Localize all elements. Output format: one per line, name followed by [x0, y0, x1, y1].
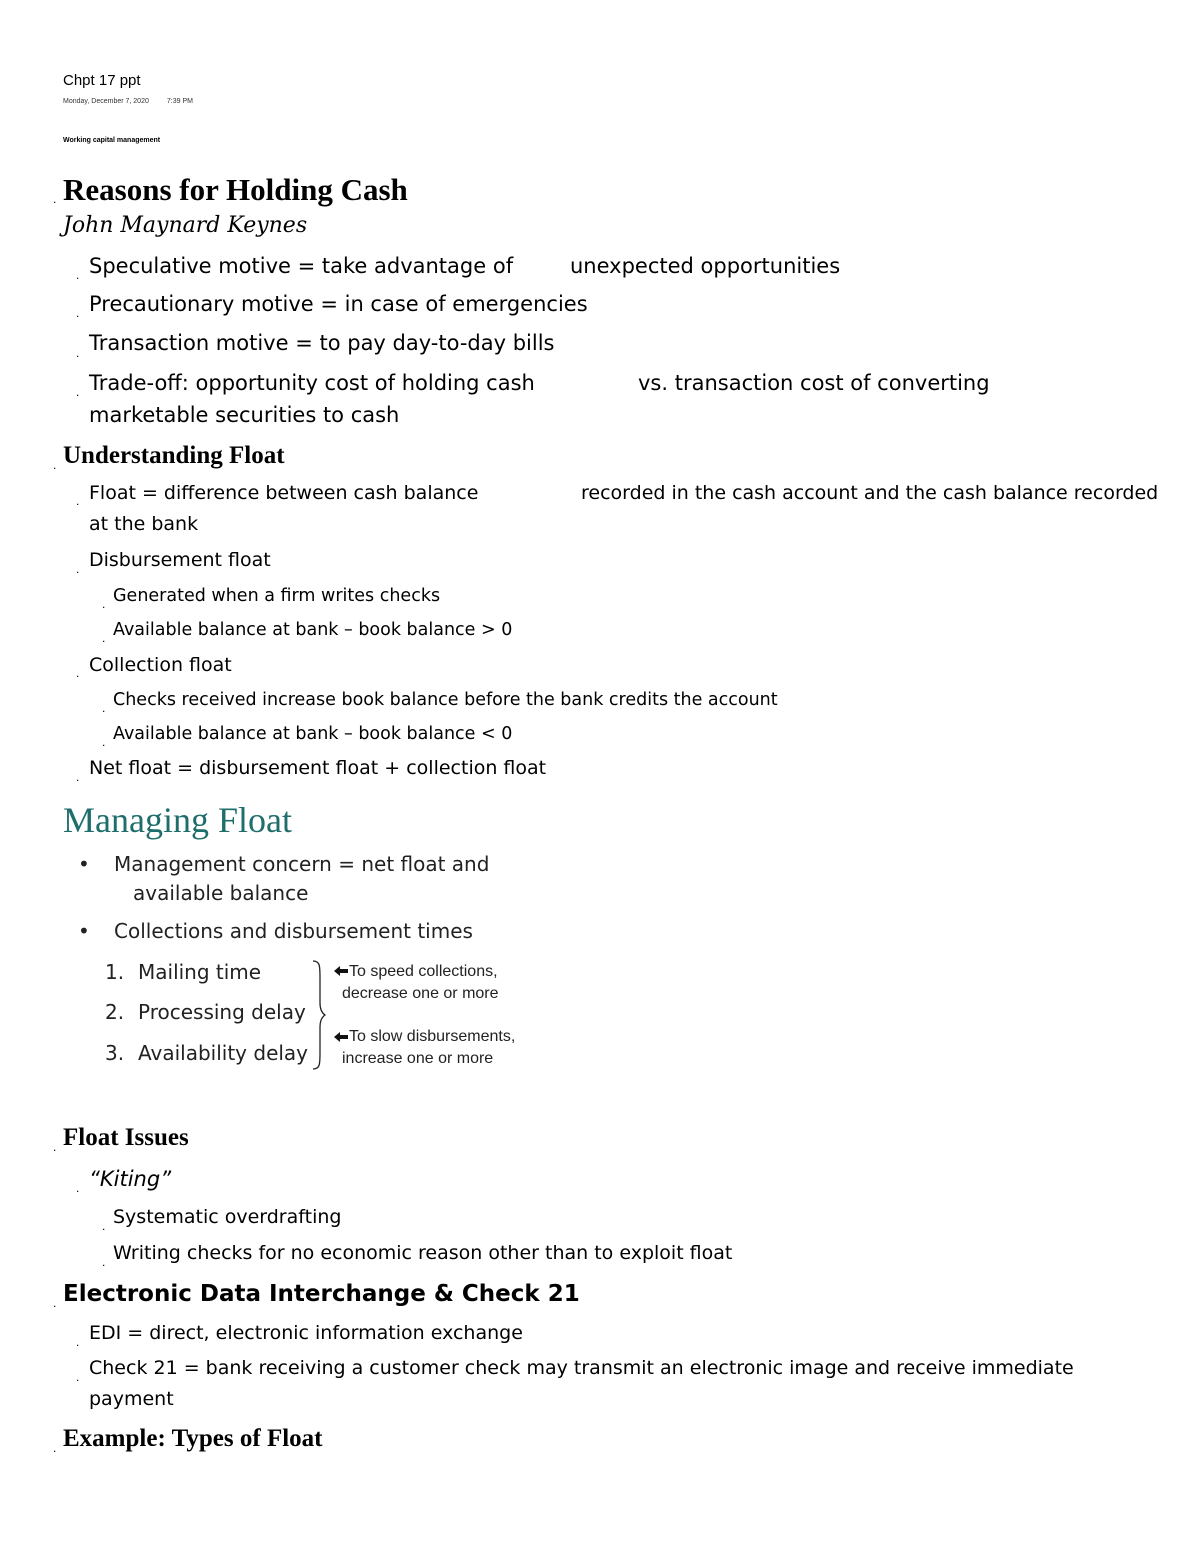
- bullet-dot: .: [53, 1140, 57, 1154]
- left-arrow-icon: [333, 964, 349, 982]
- reasons-item-speculative-b: unexpected opportunities: [570, 254, 841, 278]
- heading-reasons: Reasons for Holding Cash: [63, 172, 408, 207]
- bullet-dot: .: [76, 666, 80, 680]
- bullet-dot: .: [53, 1296, 57, 1310]
- page-subtitle: Working capital management: [63, 137, 161, 144]
- bullet-dot: .: [53, 1441, 57, 1455]
- list-number: 1.: [105, 960, 125, 984]
- page-date: Monday, December 7, 2020: [63, 98, 149, 105]
- bullet-dot: .: [102, 1255, 106, 1269]
- bullet-dot: .: [102, 1219, 106, 1233]
- heading-float-issues: Float Issues: [63, 1124, 189, 1151]
- check21-item-b: payment: [89, 1388, 174, 1410]
- managing-bullet-2: Collections and disbursement times: [114, 919, 473, 943]
- bullet-dot: .: [76, 494, 80, 508]
- heading-understanding-float: Understanding Float: [63, 442, 285, 469]
- bullet-dot: .: [76, 1335, 80, 1349]
- bullet-dot: .: [102, 631, 106, 645]
- reasons-item-tradeoff-a: Trade-off: opportunity cost of holding cash: [89, 371, 535, 395]
- disbursement-float-item: Available balance at bank – book balance > 0: [113, 620, 513, 640]
- bullet-dot: .: [76, 268, 80, 282]
- issues-item: Writing checks for no economic reason other than to exploit float: [113, 1242, 733, 1264]
- bullet-dot: .: [76, 385, 80, 399]
- heading-example-types-of-float: Example: Types of Float: [63, 1425, 323, 1452]
- author-name: John Maynard Keynes: [63, 213, 308, 238]
- bullet-dot: .: [76, 346, 80, 360]
- list-number: 3.: [105, 1041, 125, 1065]
- bullet-dot: .: [102, 597, 106, 611]
- list-item-availability-delay: Availability delay: [138, 1041, 309, 1065]
- float-definition-a: Float = difference between cash balance: [89, 482, 479, 504]
- managing-bullet-1b: available balance: [133, 881, 309, 905]
- bullet-dot: .: [76, 1181, 80, 1195]
- heading-edi-check21: Electronic Data Interchange & Check 21: [63, 1281, 580, 1307]
- left-arrow-icon: [333, 1030, 349, 1048]
- list-item-processing-delay: Processing delay: [138, 1000, 306, 1024]
- right-brace-icon: [308, 958, 328, 1072]
- disbursement-float-label: Disbursement float: [89, 549, 271, 571]
- reasons-item-tradeoff-c: marketable securities to cash: [89, 403, 400, 427]
- check21-item-a: Check 21 = bank receiving a customer check may transmit an electronic image and receive immediate: [89, 1357, 1074, 1379]
- page-title: Chpt 17 ppt: [63, 72, 141, 89]
- net-float-item: Net float = disbursement float + collection float: [89, 757, 547, 779]
- bullet-dot: .: [76, 770, 80, 784]
- bullet-icon: •: [78, 852, 90, 876]
- issues-item: Systematic overdrafting: [113, 1206, 342, 1228]
- bullet-dot: .: [76, 306, 80, 320]
- bullet-dot: .: [76, 562, 80, 576]
- heading-managing-float: Managing Float: [63, 800, 292, 840]
- note-increase: increase one or more: [342, 1050, 494, 1067]
- reasons-item-speculative-a: Speculative motive = take advantage of: [89, 254, 514, 278]
- edi-item: EDI = direct, electronic information exchange: [89, 1322, 523, 1344]
- bullet-dot: .: [53, 192, 57, 206]
- note-slow-disbursements: To slow disbursements,: [349, 1028, 516, 1045]
- page-time: 7:39 PM: [166, 98, 193, 105]
- page-timestamp: [63, 98, 193, 105]
- reasons-item-transaction: Transaction motive = to pay day-to-day bills: [89, 331, 555, 355]
- kiting-label: “Kiting”: [89, 1167, 172, 1191]
- reasons-item-precautionary: Precautionary motive = in case of emergencies: [89, 292, 588, 316]
- bullet-dot: .: [53, 458, 57, 472]
- list-number: 2.: [105, 1000, 125, 1024]
- collection-float-item: Checks received increase book balance before the bank credits the account: [113, 690, 778, 710]
- disbursement-float-item: Generated when a firm writes checks: [113, 586, 441, 606]
- bullet-dot: .: [102, 735, 106, 749]
- collection-float-item: Available balance at bank – book balance < 0: [113, 724, 513, 744]
- bullet-icon: •: [78, 919, 90, 943]
- float-definition-c: at the bank: [89, 513, 199, 535]
- reasons-item-tradeoff-b: vs. transaction cost of converting: [638, 371, 990, 395]
- collection-float-label: Collection float: [89, 654, 232, 676]
- bullet-dot: .: [102, 701, 106, 715]
- float-definition-b: recorded in the cash account and the cash balance recorded: [581, 482, 1159, 504]
- note-decrease: decrease one or more: [342, 985, 499, 1002]
- bullet-dot: .: [76, 1370, 80, 1384]
- list-item-mailing-time: Mailing time: [138, 960, 262, 984]
- note-speed-collections: To speed collections,: [349, 963, 498, 980]
- managing-bullet-1a: Management concern = net float and: [114, 852, 490, 876]
